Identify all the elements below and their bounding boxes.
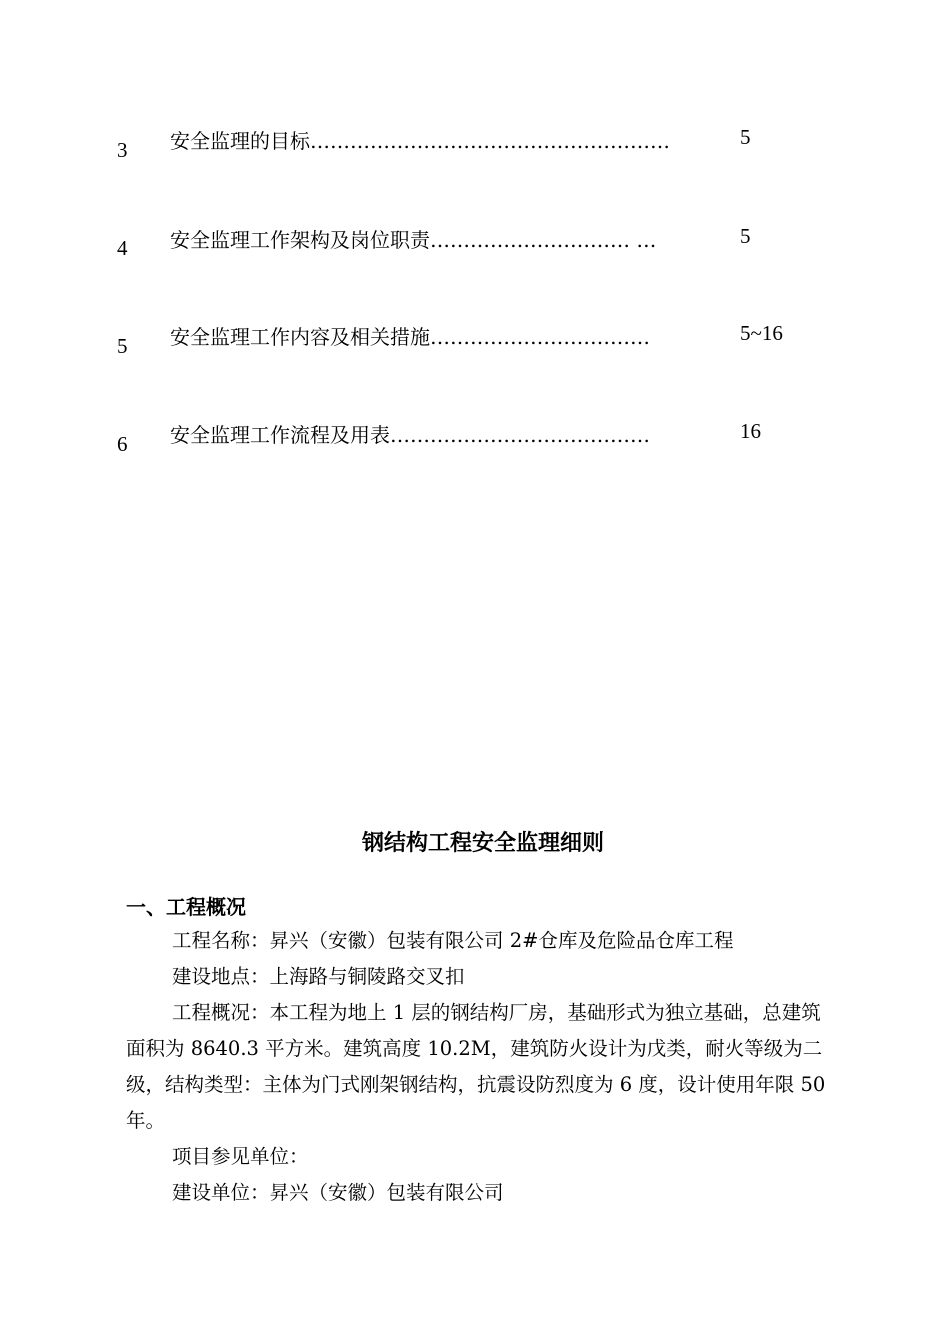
toc-entry-number: 5 [117,334,128,358]
toc-entry-page: 5 [740,125,751,149]
toc-entry-number: 6 [117,432,128,456]
project-overview-paragraph: 工程概况：本工程为地上 1 层的钢结构厂房，基础形式为独立基础，总建筑面积为 8640.3 平方米。建筑高度 10.2M，建筑防火设计为戊类，耐火等级为二级，结构类型：主体为门式刚架钢结构，抗震设防烈度为 6 度，设计使用年限 50 年。 [126,1001,826,1132]
participants-label: 项目参见单位： [172,1145,309,1168]
toc-entry-page: 5~16 [740,321,783,345]
project-name-line: 工程名称：昇兴（安徽）包装有限公司 2#仓库及危险品仓库工程 [172,929,734,952]
construction-unit-line: 建设单位：昇兴（安徽）包装有限公司 [172,1181,504,1204]
toc-entry-number: 4 [117,236,128,260]
toc-entry-number: 3 [117,138,128,162]
toc-entry-title: 安全监理的目标……………………………………………… [170,129,670,153]
toc-entry-title: 安全监理工作流程及用表………………………………… [170,423,650,447]
toc-entry-title: 安全监理工作架构及岗位职责………………………… … [170,228,657,252]
toc-entry-page: 5 [740,224,751,248]
project-location-line: 建设地点：上海路与铜陵路交叉扣 [172,965,465,988]
toc-entry-page: 16 [740,419,761,443]
toc-entry-title: 安全监理工作内容及相关措施…………………………… [170,325,650,349]
section-heading: 一、工程概况 [126,895,246,919]
document-title: 钢结构工程安全监理细则 [361,831,604,856]
